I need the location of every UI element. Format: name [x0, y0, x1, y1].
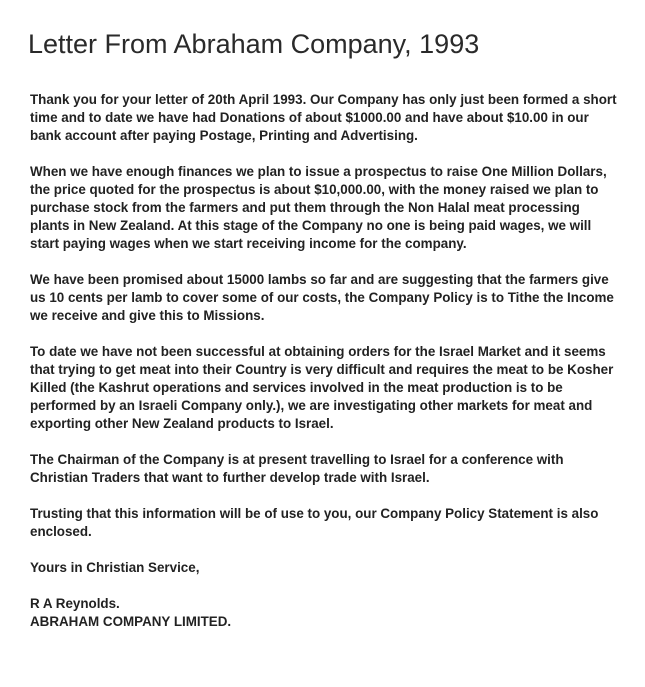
letter-paragraph: Trusting that this information will be of use to you, our Company Policy Statement is also enclosed. — [30, 506, 599, 539]
letter-paragraph: The Chairman of the Company is at present travelling to Israel for a conference with Christian Traders that want to further develop trade with Israel. — [30, 452, 564, 485]
signature-name: R A Reynolds. — [30, 596, 120, 611]
letter-signature — [30, 595, 620, 631]
letter-paragraph: Thank you for your letter of 20th April 1993. Our Company has only just been formed a short time and to date we have had Donations of about $1000.00 and have about $10.00 in our bank account after paying Postage, Printing and Advertising. — [30, 92, 617, 143]
letter-body — [30, 91, 620, 649]
letter-closing: Yours in Christian Service, — [30, 560, 200, 575]
letter-paragraph: We have been promised about 15000 lambs so far and are suggesting that the farmers give us 10 cents per lamb to cover some of our costs, the Company Policy is to Tithe the Income we receive and give this to Missions. — [30, 272, 614, 323]
letter-paragraph: When we have enough finances we plan to issue a prospectus to raise One Million Dollars, the price quoted for the prospectus is about $10,000.00, with the money raised we plan to purchase stock from the farmers and put them through the Non Halal meat processing plants in New Zealand. At this stage of the Company no one is being paid wages, we will start paying wages when we start receiving income for the company. — [30, 164, 607, 251]
letter-paragraph: To date we have not been successful at obtaining orders for the Israel Market and it seems that trying to get meat into their Country is very difficult and requires the meat to be Kosher Killed (the Kashrut operations and services involved in the meat production is to be performed by an Israeli Company only.), we are investigating other markets for meat and exporting other New Zealand products to Israel. — [30, 344, 614, 431]
signature-company: ABRAHAM COMPANY LIMITED. — [30, 614, 232, 629]
page-title: Letter From Abraham Company, 1993 — [28, 29, 480, 59]
